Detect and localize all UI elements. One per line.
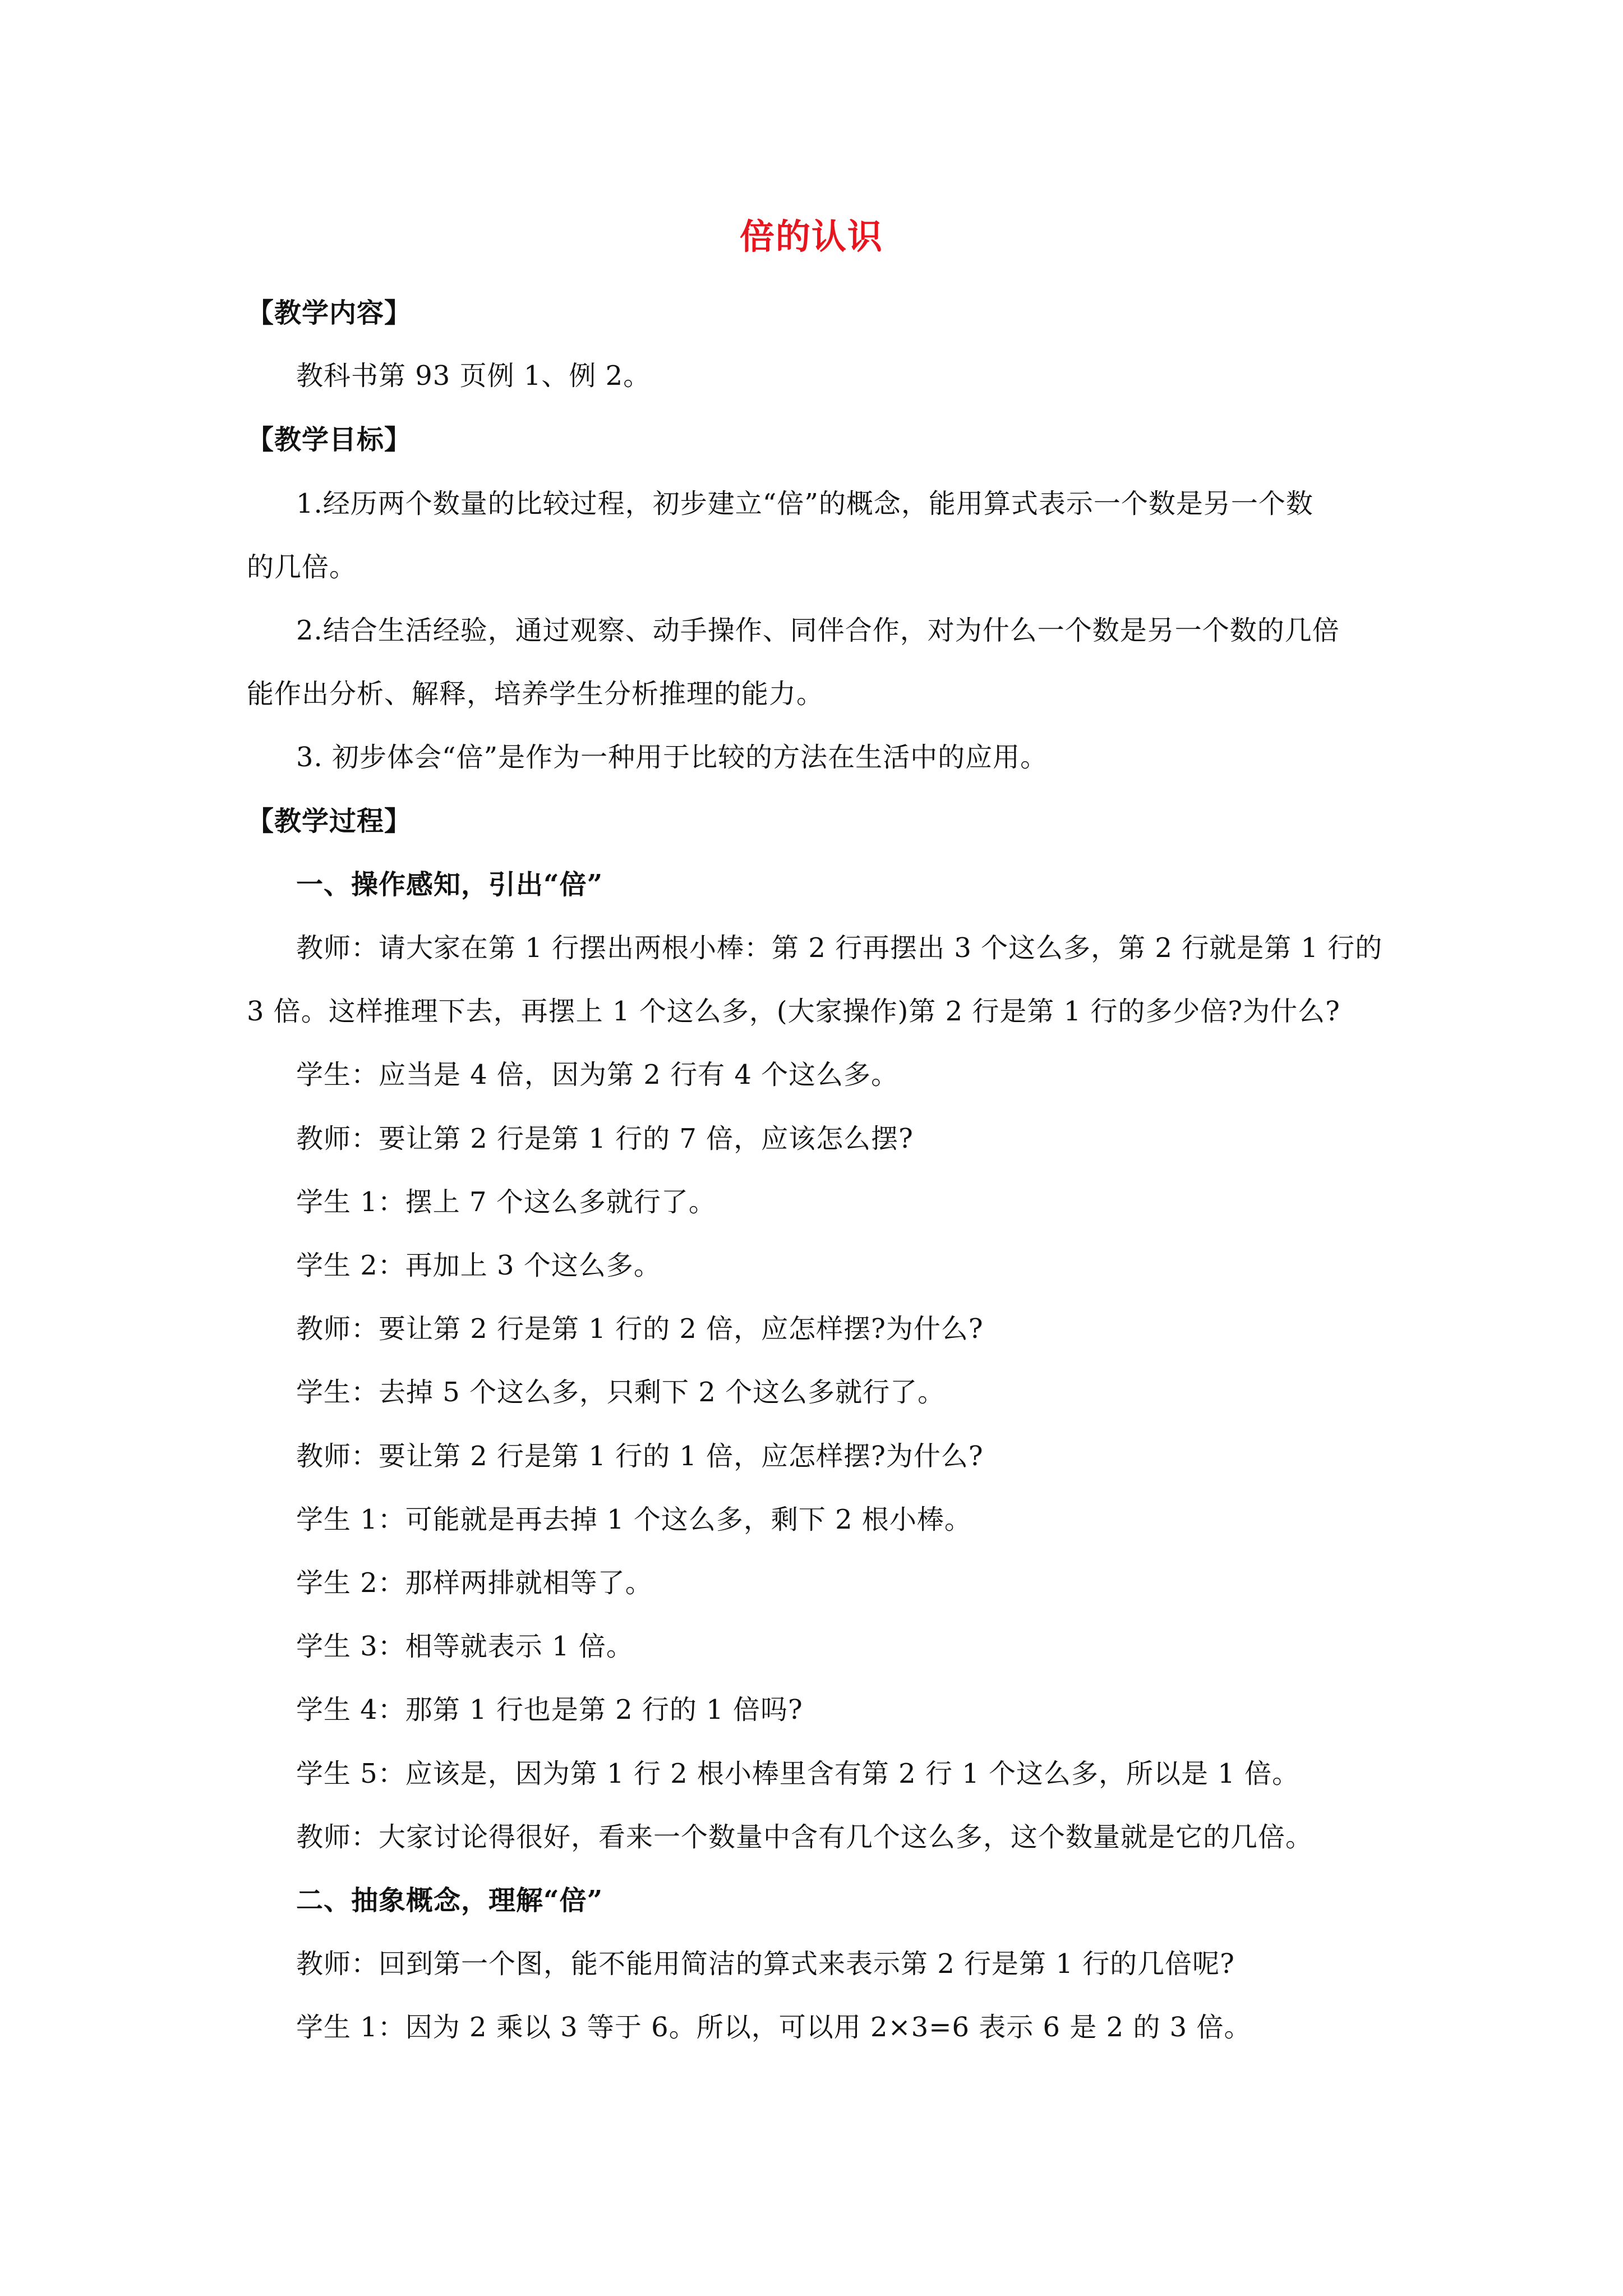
subheading-part-1: 一、操作感知，引出“倍” — [296, 869, 603, 900]
dialogue-line: 学生 2：再加上 3 个这么多。 — [296, 1250, 661, 1281]
objective-1: 1.经历两个数量的比较过程，初步建立“倍”的概念，能用算式表示一个数是另一个数 — [296, 488, 1313, 519]
subheading-part-2: 二、抽象概念，理解“倍” — [296, 1885, 603, 1916]
dialogue-line: 学生：去掉 5 个这么多，只剩下 2 个这么多就行了。 — [296, 1377, 946, 1408]
objective-2: 2.结合生活经验，通过观察、动手操作、同伴合作，对为什么一个数是另一个数的几倍 — [296, 615, 1340, 646]
document-title: 倍的认识 — [739, 216, 883, 257]
section-heading-objectives: 【教学目标】 — [247, 424, 412, 455]
dialogue-line: 教师：请大家在第 1 行摆出两根小棒：第 2 行再摆出 3 个这么多，第 2 行就是第 1 行的 — [296, 932, 1383, 964]
dialogue-line: 教师：回到第一个图，能不能用简洁的算式来表示第 2 行是第 1 行的几倍呢? — [296, 1948, 1235, 1980]
dialogue-line: 教师：要让第 2 行是第 1 行的 2 倍，应怎样摆?为什么? — [296, 1313, 984, 1345]
paragraph: 教科书第 93 页例 1、例 2。 — [296, 360, 651, 392]
objective-2-cont: 能作出分析、解释，培养学生分析推理的能力。 — [247, 678, 824, 710]
section-heading-content: 【教学内容】 — [247, 297, 412, 329]
dialogue-line: 教师：要让第 2 行是第 1 行的 7 倍，应该怎么摆? — [296, 1123, 914, 1154]
dialogue-line: 教师：要让第 2 行是第 1 行的 1 倍，应怎样摆?为什么? — [296, 1441, 984, 1472]
dialogue-line: 学生：应当是 4 倍，因为第 2 行有 4 个这么多。 — [296, 1059, 899, 1091]
section-heading-process: 【教学过程】 — [247, 806, 412, 837]
dialogue-line: 学生 3：相等就表示 1 倍。 — [296, 1631, 634, 1662]
dialogue-line: 学生 5：应该是，因为第 1 行 2 根小棒里含有第 2 行 1 个这么多，所以是 1 倍。 — [296, 1758, 1300, 1789]
dialogue-line-cont: 3 倍。这样推理下去，再摆上 1 个这么多，(大家操作)第 2 行是第 1 行的多少倍?为什么? — [247, 996, 1340, 1027]
dialogue-line: 学生 2：那样两排就相等了。 — [296, 1567, 653, 1599]
dialogue-line: 学生 1：因为 2 乘以 3 等于 6。所以，可以用 2×3=6 表示 6 是 2 的 3 倍。 — [296, 2012, 1252, 2043]
dialogue-line: 学生 1：摆上 7 个这么多就行了。 — [296, 1186, 716, 1218]
dialogue-line: 学生 1：可能就是再去掉 1 个这么多，剩下 2 根小棒。 — [296, 1504, 972, 1535]
dialogue-line: 教师：大家讨论得很好，看来一个数量中含有几个这么多，这个数量就是它的几倍。 — [296, 1821, 1313, 1853]
objective-3: 3. 初步体会“倍”是作为一种用于比较的方法在生活中的应用。 — [296, 742, 1048, 773]
objective-1-cont: 的几倍。 — [247, 551, 357, 583]
dialogue-line: 学生 4：那第 1 行也是第 2 行的 1 倍吗? — [296, 1694, 803, 1726]
